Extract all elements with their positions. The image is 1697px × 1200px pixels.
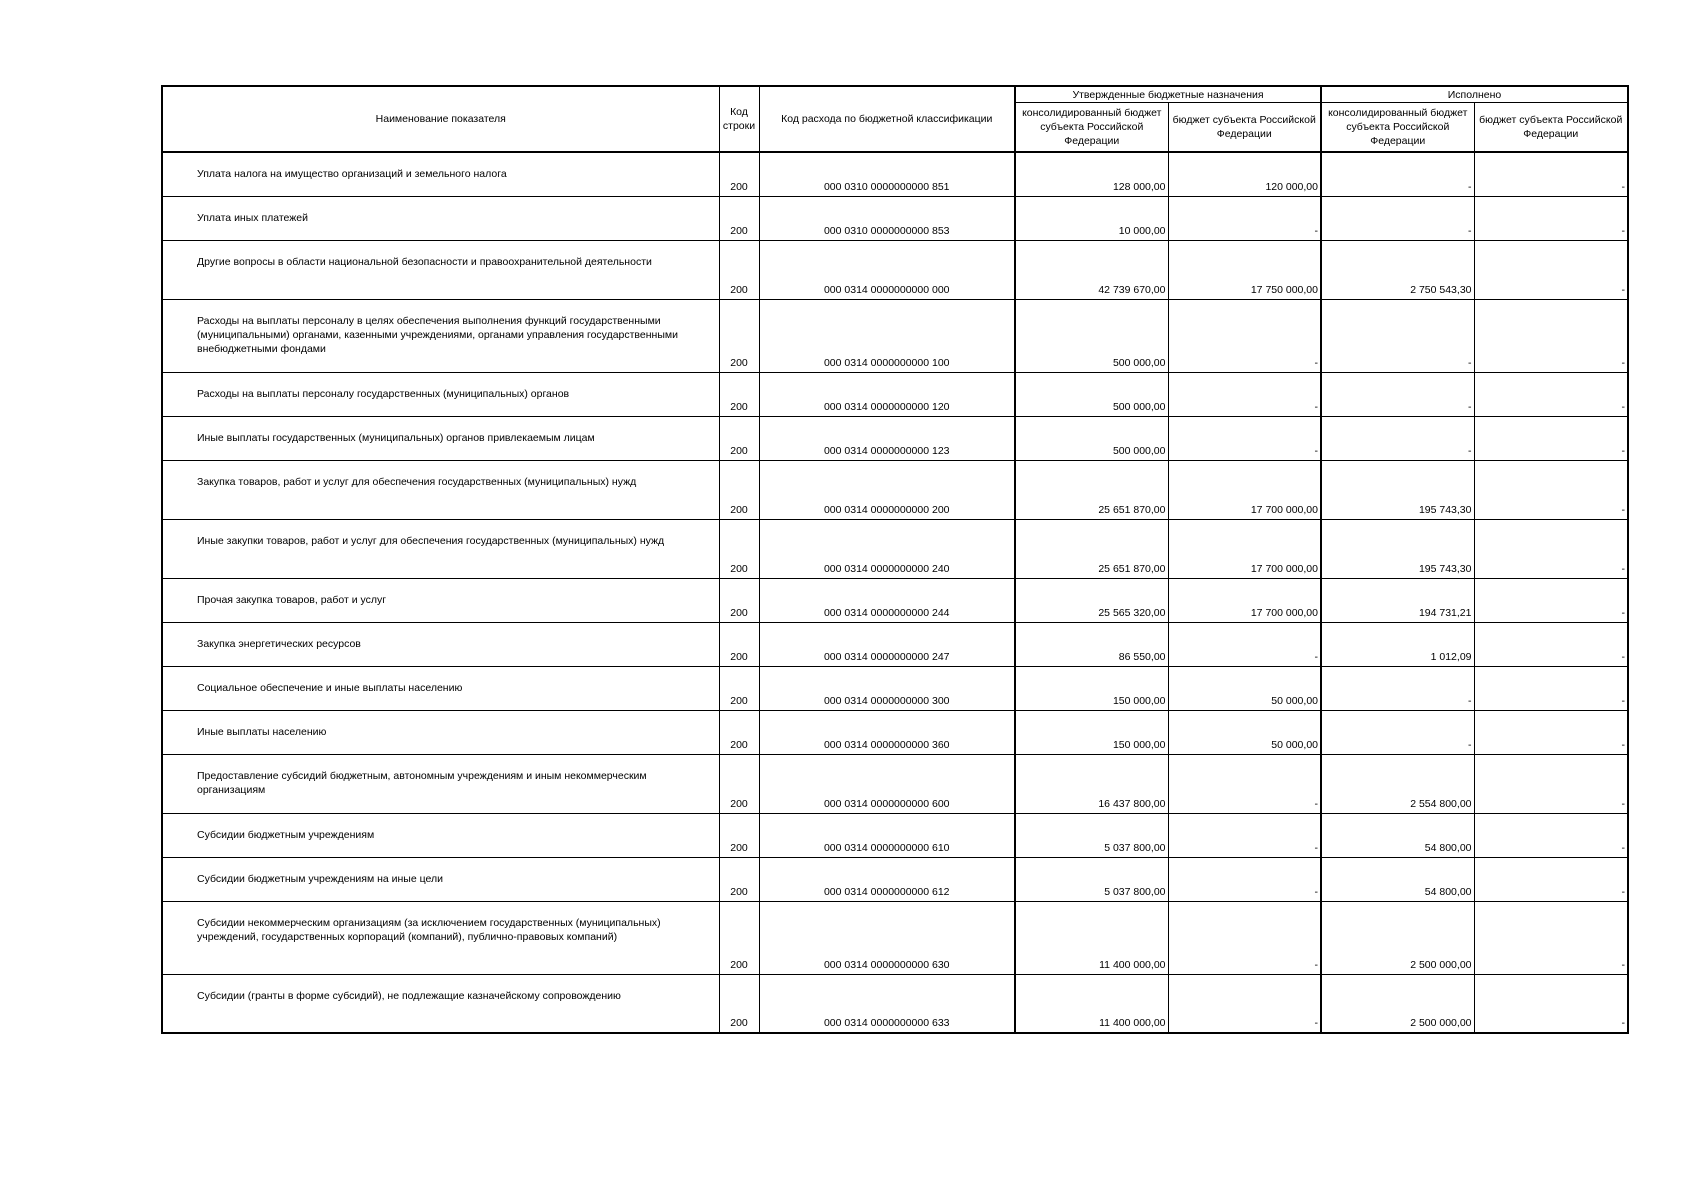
row-expense-code: 000 0314 0000000000 240: [759, 519, 1015, 578]
row-name: Субсидии (гранты в форме субсидий), не подлежащие казначейскому сопровождению: [162, 974, 719, 1033]
row-approved-subject: -: [1168, 299, 1321, 372]
row-expense-code: 000 0314 0000000000 600: [759, 754, 1015, 813]
row-executed-subject: -: [1474, 299, 1628, 372]
row-approved-subject: -: [1168, 196, 1321, 240]
row-expense-code: 000 0310 0000000000 853: [759, 196, 1015, 240]
row-executed-subject: -: [1474, 578, 1628, 622]
row-name: Предоставление субсидий бюджетным, автономным учреждениям и иным некоммерческим организациям: [162, 754, 719, 813]
row-expense-code: 000 0314 0000000000 300: [759, 666, 1015, 710]
row-line-code: 200: [719, 710, 759, 754]
row-executed-subject: -: [1474, 901, 1628, 974]
row-executed-subject: -: [1474, 196, 1628, 240]
row-approved-consolidated: 150 000,00: [1015, 710, 1168, 754]
row-approved-subject: -: [1168, 416, 1321, 460]
header-expense-code: Код расхода по бюджетной классификации: [759, 86, 1015, 152]
table-row: [162, 196, 1628, 240]
table-row: [162, 710, 1628, 754]
row-approved-consolidated: 5 037 800,00: [1015, 813, 1168, 857]
row-approved-consolidated: 11 400 000,00: [1015, 901, 1168, 974]
row-approved-subject: 17 700 000,00: [1168, 519, 1321, 578]
row-approved-subject: -: [1168, 622, 1321, 666]
row-executed-subject: -: [1474, 974, 1628, 1033]
row-approved-subject: 17 750 000,00: [1168, 240, 1321, 299]
row-line-code: 200: [719, 813, 759, 857]
row-name: Расходы на выплаты персоналу государственных (муниципальных) органов: [162, 372, 719, 416]
row-executed-consolidated: 2 500 000,00: [1321, 974, 1474, 1033]
row-executed-consolidated: 195 743,30: [1321, 519, 1474, 578]
row-name: Прочая закупка товаров, работ и услуг: [162, 578, 719, 622]
row-executed-consolidated: -: [1321, 152, 1474, 196]
row-executed-subject: -: [1474, 666, 1628, 710]
row-expense-code: 000 0314 0000000000 612: [759, 857, 1015, 901]
row-executed-consolidated: -: [1321, 196, 1474, 240]
row-approved-subject: 50 000,00: [1168, 710, 1321, 754]
row-approved-subject: 120 000,00: [1168, 152, 1321, 196]
row-approved-subject: 50 000,00: [1168, 666, 1321, 710]
row-expense-code: 000 0310 0000000000 851: [759, 152, 1015, 196]
header-name: Наименование показателя: [162, 86, 719, 152]
row-executed-consolidated: -: [1321, 299, 1474, 372]
row-executed-subject: -: [1474, 813, 1628, 857]
row-approved-consolidated: 500 000,00: [1015, 299, 1168, 372]
table-row: [162, 666, 1628, 710]
row-line-code: 200: [719, 578, 759, 622]
row-executed-consolidated: -: [1321, 710, 1474, 754]
row-line-code: 200: [719, 372, 759, 416]
table-row: [162, 578, 1628, 622]
row-executed-consolidated: 2 750 543,30: [1321, 240, 1474, 299]
row-executed-consolidated: 54 800,00: [1321, 813, 1474, 857]
header-executed-consolidated: консолидированный бюджет субъекта Российской Федерации: [1321, 103, 1474, 153]
row-line-code: 200: [719, 519, 759, 578]
row-approved-consolidated: 10 000,00: [1015, 196, 1168, 240]
table-row: [162, 857, 1628, 901]
row-line-code: 200: [719, 901, 759, 974]
row-expense-code: 000 0314 0000000000 610: [759, 813, 1015, 857]
row-approved-consolidated: 500 000,00: [1015, 416, 1168, 460]
row-line-code: 200: [719, 460, 759, 519]
table-row: [162, 460, 1628, 519]
row-executed-consolidated: 195 743,30: [1321, 460, 1474, 519]
table-row: [162, 240, 1628, 299]
row-approved-subject: -: [1168, 901, 1321, 974]
row-executed-subject: -: [1474, 622, 1628, 666]
table-row: [162, 372, 1628, 416]
row-executed-consolidated: 2 554 800,00: [1321, 754, 1474, 813]
row-approved-consolidated: 500 000,00: [1015, 372, 1168, 416]
row-executed-consolidated: -: [1321, 416, 1474, 460]
row-name: Иные выплаты населению: [162, 710, 719, 754]
row-executed-subject: -: [1474, 152, 1628, 196]
row-name: Субсидии некоммерческим организациям (за исключением государственных (муниципальных) учреждений, государственных корпораций (компаний), публично-правовых компаний): [162, 901, 719, 974]
row-expense-code: 000 0314 0000000000 630: [759, 901, 1015, 974]
header-group-approved: Утвержденные бюджетные назначения: [1015, 86, 1321, 103]
budget-execution-table: [161, 85, 1629, 1034]
row-executed-subject: -: [1474, 460, 1628, 519]
table-header: [162, 86, 1628, 152]
row-name: Закупка энергетических ресурсов: [162, 622, 719, 666]
row-executed-subject: -: [1474, 372, 1628, 416]
table-row: [162, 416, 1628, 460]
row-name: Расходы на выплаты персоналу в целях обеспечения выполнения функций государственными (муниципальными) органами, казенными учреждениями, органами управления государственными внебюджетными фондами: [162, 299, 719, 372]
row-line-code: 200: [719, 299, 759, 372]
row-line-code: 200: [719, 754, 759, 813]
row-approved-subject: -: [1168, 857, 1321, 901]
row-name: Закупка товаров, работ и услуг для обеспечения государственных (муниципальных) нужд: [162, 460, 719, 519]
row-expense-code: 000 0314 0000000000 000: [759, 240, 1015, 299]
row-line-code: 200: [719, 974, 759, 1033]
row-approved-consolidated: 42 739 670,00: [1015, 240, 1168, 299]
row-line-code: 200: [719, 240, 759, 299]
row-line-code: 200: [719, 622, 759, 666]
row-name: Другие вопросы в области национальной безопасности и правоохранительной деятельности: [162, 240, 719, 299]
row-approved-consolidated: 128 000,00: [1015, 152, 1168, 196]
row-executed-subject: -: [1474, 710, 1628, 754]
row-expense-code: 000 0314 0000000000 123: [759, 416, 1015, 460]
row-approved-consolidated: 86 550,00: [1015, 622, 1168, 666]
row-name: Социальное обеспечение и иные выплаты населению: [162, 666, 719, 710]
row-approved-subject: -: [1168, 974, 1321, 1033]
row-executed-subject: -: [1474, 240, 1628, 299]
row-expense-code: 000 0314 0000000000 200: [759, 460, 1015, 519]
row-approved-consolidated: 16 437 800,00: [1015, 754, 1168, 813]
row-line-code: 200: [719, 152, 759, 196]
row-line-code: 200: [719, 857, 759, 901]
header-approved-subject: бюджет субъекта Российской Федерации: [1168, 103, 1321, 153]
row-executed-consolidated: 2 500 000,00: [1321, 901, 1474, 974]
row-expense-code: 000 0314 0000000000 244: [759, 578, 1015, 622]
table-row: [162, 974, 1628, 1033]
row-approved-subject: -: [1168, 754, 1321, 813]
row-approved-consolidated: 5 037 800,00: [1015, 857, 1168, 901]
row-approved-consolidated: 150 000,00: [1015, 666, 1168, 710]
table-row: [162, 813, 1628, 857]
header-line-code: Код строки: [719, 86, 759, 152]
row-name: Субсидии бюджетным учреждениям: [162, 813, 719, 857]
table-row: [162, 754, 1628, 813]
row-expense-code: 000 0314 0000000000 120: [759, 372, 1015, 416]
table-row: [162, 299, 1628, 372]
row-executed-consolidated: 194 731,21: [1321, 578, 1474, 622]
row-name: Уплата налога на имущество организаций и земельного налога: [162, 152, 719, 196]
row-approved-consolidated: 25 651 870,00: [1015, 519, 1168, 578]
header-group-executed: Исполнено: [1321, 86, 1628, 103]
row-expense-code: 000 0314 0000000000 633: [759, 974, 1015, 1033]
row-expense-code: 000 0314 0000000000 100: [759, 299, 1015, 372]
row-approved-consolidated: 11 400 000,00: [1015, 974, 1168, 1033]
header-executed-subject: бюджет субъекта Российской Федерации: [1474, 103, 1628, 153]
table-row: [162, 152, 1628, 196]
row-name: Уплата иных платежей: [162, 196, 719, 240]
row-name: Иные закупки товаров, работ и услуг для обеспечения государственных (муниципальных) нужд: [162, 519, 719, 578]
row-approved-consolidated: 25 651 870,00: [1015, 460, 1168, 519]
table-row: [162, 901, 1628, 974]
row-executed-subject: -: [1474, 857, 1628, 901]
row-executed-consolidated: 54 800,00: [1321, 857, 1474, 901]
row-executed-consolidated: -: [1321, 666, 1474, 710]
row-executed-subject: -: [1474, 754, 1628, 813]
row-approved-subject: 17 700 000,00: [1168, 460, 1321, 519]
row-name: Субсидии бюджетным учреждениям на иные цели: [162, 857, 719, 901]
row-line-code: 200: [719, 196, 759, 240]
row-approved-subject: -: [1168, 372, 1321, 416]
row-approved-subject: -: [1168, 813, 1321, 857]
row-executed-consolidated: 1 012,09: [1321, 622, 1474, 666]
row-executed-subject: -: [1474, 416, 1628, 460]
row-name: Иные выплаты государственных (муниципальных) органов привлекаемым лицам: [162, 416, 719, 460]
row-approved-consolidated: 25 565 320,00: [1015, 578, 1168, 622]
table-row: [162, 622, 1628, 666]
table-row: [162, 519, 1628, 578]
table-body: [162, 152, 1628, 1033]
row-line-code: 200: [719, 416, 759, 460]
row-approved-subject: 17 700 000,00: [1168, 578, 1321, 622]
row-executed-consolidated: -: [1321, 372, 1474, 416]
row-expense-code: 000 0314 0000000000 360: [759, 710, 1015, 754]
row-line-code: 200: [719, 666, 759, 710]
header-approved-consolidated: консолидированный бюджет субъекта Российской Федерации: [1015, 103, 1168, 153]
row-executed-subject: -: [1474, 519, 1628, 578]
row-expense-code: 000 0314 0000000000 247: [759, 622, 1015, 666]
